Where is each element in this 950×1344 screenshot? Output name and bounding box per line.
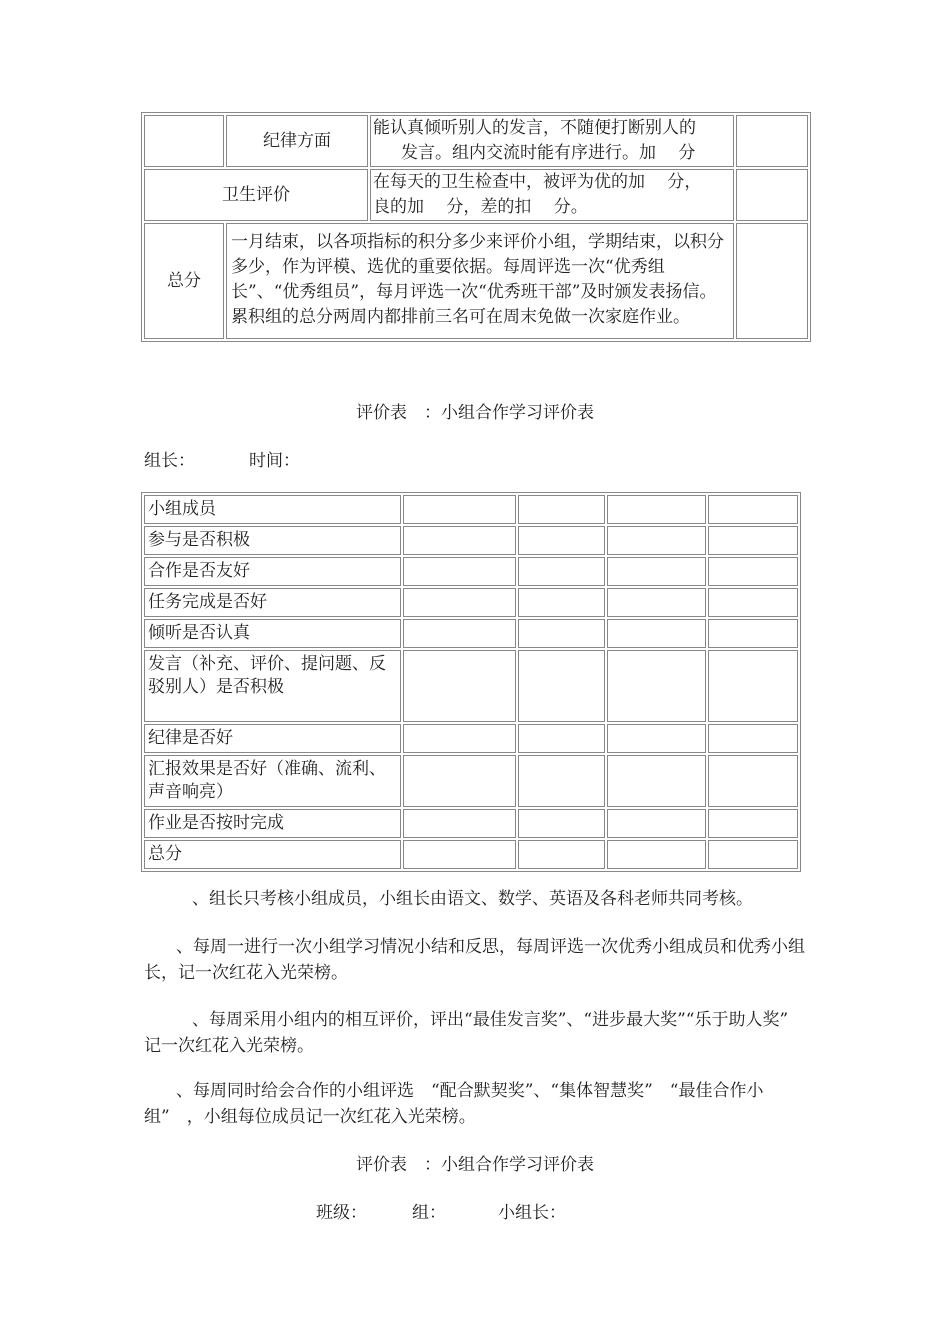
row-label: 汇报效果是否好（准确、流利、声音响亮） xyxy=(144,755,401,807)
discipline-table xyxy=(141,112,811,342)
blank-cell xyxy=(736,169,808,221)
row-label: 发言（补充、评价、提问题、反驳别人）是否积极 xyxy=(144,650,401,722)
hygiene-label: 卫生评价 xyxy=(144,169,368,221)
eval-table xyxy=(141,492,801,872)
blank-cell xyxy=(736,115,808,167)
blank-cell xyxy=(144,115,224,167)
class-label: 班级： xyxy=(316,1203,367,1223)
row-label: 参与是否积极 xyxy=(144,526,401,555)
heading-eval-table-2: 评价表 ：小组合作学习评价表 xyxy=(356,1155,594,1175)
group-label: 组： xyxy=(412,1203,446,1223)
discipline-text: 能认真倾听别人的发言，不随便打断别人的 发言。组内交流时能有序进行。加 分 xyxy=(370,115,734,167)
row-label: 倾听是否认真 xyxy=(144,619,401,648)
row-label: 纪律是否好 xyxy=(144,724,401,753)
paragraph-4: 、每周同时给会合作的小组评选 “配合默契奖”、“集体智慧奖” “最佳合作小组” ，小组每位成员记一次红花入光荣榜。 xyxy=(144,1081,764,1127)
row-label: 合作是否友好 xyxy=(144,557,401,586)
group-leader-label: 小组长： xyxy=(498,1203,566,1223)
row-label: 作业是否按时完成 xyxy=(144,809,401,838)
row-label: 总分 xyxy=(144,840,401,869)
total-text: 一月结束，以各项指标的积分多少来评价小组，学期结束，以积分多少，作为评模、选优的重要依据。每周评选一次“优秀组长”、“优秀组员”，每月评选一次“优秀班干部”及时颁发表扬信。累积组的总分两周内都排前三名可在周末免做一次家庭作业。 xyxy=(226,223,734,339)
paragraph-1: 、组长只考核小组成员，小组长由语文、数学、英语及各科老师共同考核。 xyxy=(192,889,753,909)
paragraph-3: 、每周采用小组内的相互评价，评出“最佳发言奖”、“进步最大奖”“乐于助人奖” 记一次红花入光荣榜。 xyxy=(144,1010,806,1056)
row-label: 小组成员 xyxy=(144,495,401,524)
blank-cell xyxy=(736,223,808,339)
hygiene-text: 在每天的卫生检查中，被评为优的加 分， 良的加 分，差的扣 分。 xyxy=(370,169,734,221)
paragraph-2: 、每周一进行一次小组学习情况小结和反思，每周评选一次优秀小组成员和优秀小组长，记一次红花入光荣榜。 xyxy=(144,937,805,983)
heading-eval-table-1: 评价表 ：小组合作学习评价表 xyxy=(356,403,594,423)
time-label: 时间： xyxy=(249,451,300,471)
row-label: 任务完成是否好 xyxy=(144,588,401,617)
leader-label: 组长： xyxy=(144,451,195,471)
discipline-label: 纪律方面 xyxy=(226,115,368,167)
total-label: 总分 xyxy=(144,223,224,339)
